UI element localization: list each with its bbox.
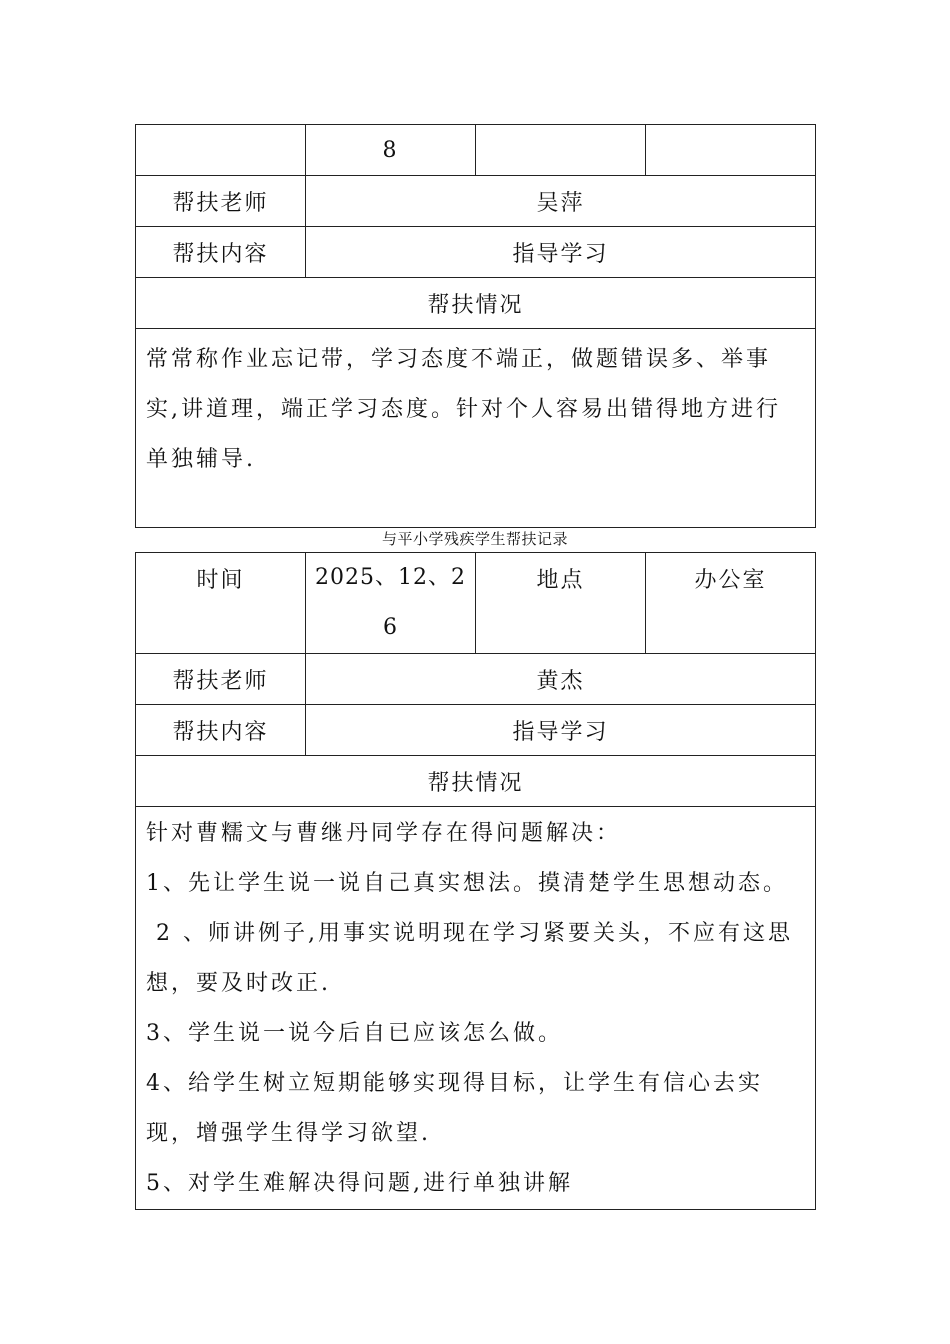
situation-line: 单独辅导. [146,447,256,472]
situation-body [136,807,816,1210]
record-table-1 [135,124,816,528]
place-value: 办公室 [646,553,816,654]
time-label: 时间 [136,553,306,654]
situation-line: 想，要及时改正. [146,971,331,996]
cell-empty-1 [136,125,306,176]
time-value [306,553,476,654]
situation-line: 针对曹糯文与曹继丹同学存在得问题解决： [146,821,622,846]
situation-body [136,329,816,528]
situation-line: 实,讲道理，端正学习态度。针对个人容易出错得地方进行 [146,397,781,422]
cell-empty-4 [646,125,816,176]
situation-header: 帮扶情况 [136,278,816,329]
place-label: 地点 [476,553,646,654]
situation-line: 5、对学生难解决得问题,进行单独讲解 [146,1171,573,1196]
situation-line: 3、学生说一说今后自已应该怎么做。 [146,1021,563,1046]
teacher-label: 帮扶老师 [136,176,306,227]
situation-line: 常常称作业忘记带，学习态度不端正，做题错误多、举事 [146,347,772,372]
cell-empty-3 [476,125,646,176]
cell-date-continuation: 8 [306,125,476,176]
record-table-2 [135,552,816,1210]
content-label: 帮扶内容 [136,705,306,756]
teacher-value: 吴萍 [306,176,816,227]
situation-line: 4、给学生树立短期能够实现得目标，让学生有信心去实 [146,1071,763,1096]
content-label: 帮扶内容 [136,227,306,278]
situation-line: 2 、师讲例子,用事实说明现在学习紧要关头，不应有这思 [146,921,793,946]
time-line-1: 2025、12、2 [315,565,466,590]
situation-line: 1、先让学生说一说自己真实想法。摸清楚学生思想动态。 [146,871,788,896]
record-caption: 与平小学残疾学生帮扶记录 [381,530,568,548]
teacher-value: 黄杰 [306,654,816,705]
time-line-2: 6 [383,615,398,640]
situation-line: 现，增强学生得学习欲望. [146,1121,431,1146]
teacher-label: 帮扶老师 [136,654,306,705]
content-value: 指导学习 [306,227,816,278]
situation-header: 帮扶情况 [136,756,816,807]
content-value: 指导学习 [306,705,816,756]
